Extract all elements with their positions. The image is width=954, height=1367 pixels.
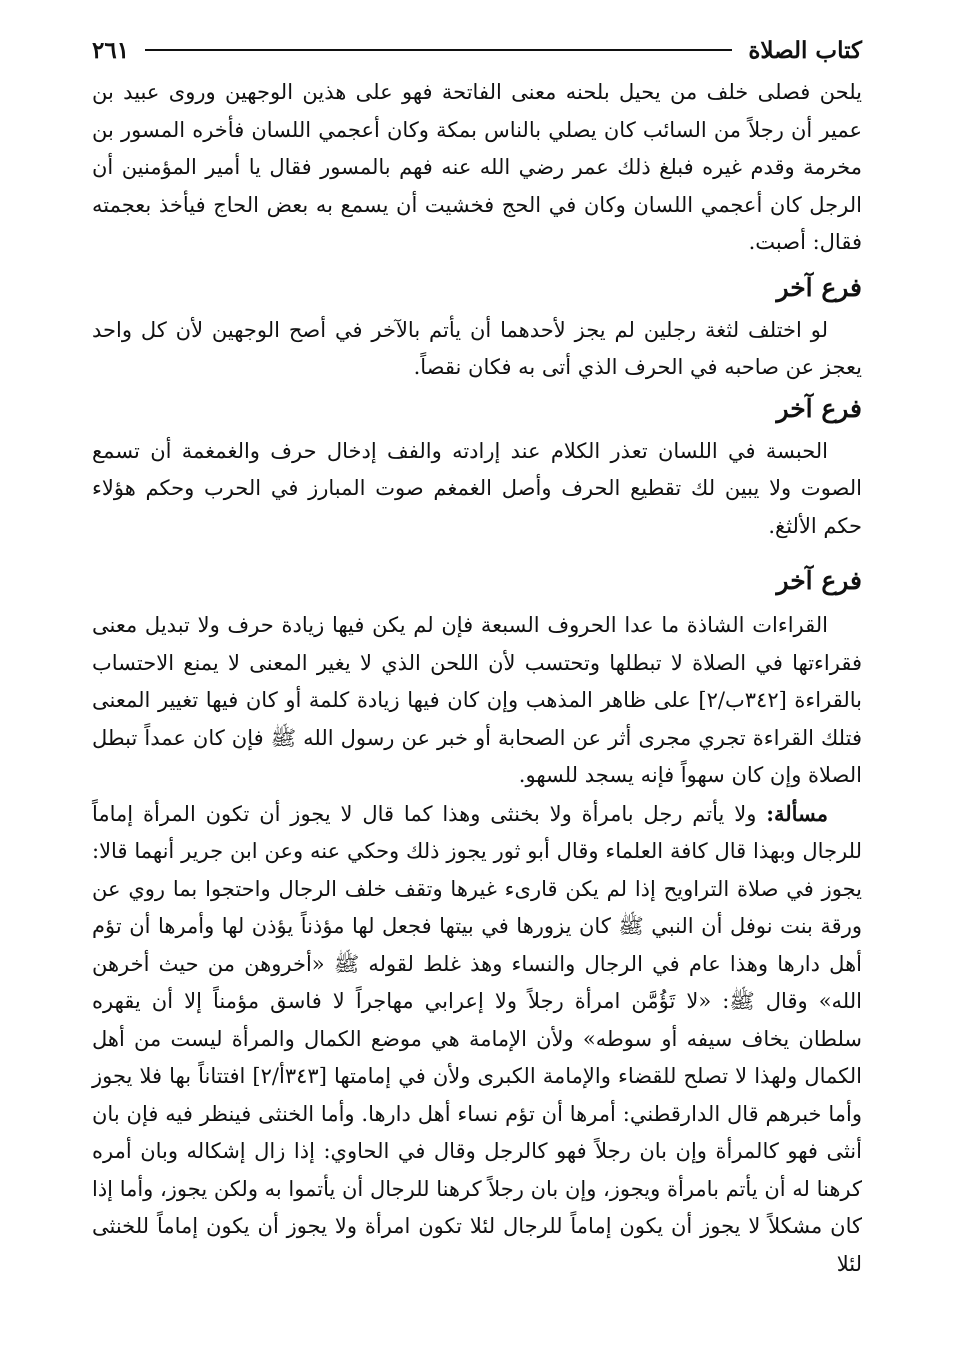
subheading-1: فرع آخر (776, 272, 862, 302)
subheading-3: فرع آخر (776, 566, 862, 595)
paragraph-4: القراءات الشاذة ما عدا الحروف السبعة فإن لم يكن فيها زيادة حرف ولا تبديل معنى فقراءتها في الصلاة لا تبطلها وتحتسب لأن اللحن الذي لا يغير المعنى لا يمنع الاحتساب بالقراءة [٣٤٢ب/٢] على ظاهر المذهب وإن كان فيها زيادة كلمة أو كان فيها تغيير المعنى فتلك القراءة تجري مجرى أثر عن الصحابة أو خبر عن رسول الله ﷺ فإن كان عمداً تبطل الصلاة وإن كان سهواً فإنه يسجد للسهو. (92, 613, 862, 787)
page-body (92, 74, 862, 1283)
paragraph-2: لو اختلف لثغة رجلين لم يجز لأحدهما أن يأتم بالآخر في أصح الوجهين لأن كل واحد يعجز عن صاحبه في الحرف الذي أتى به فكان نقصاً. (92, 317, 862, 379)
header-rule (145, 49, 732, 51)
page-number: ٢٦١ (92, 36, 130, 64)
issue-label: مسألة: (766, 800, 828, 826)
running-header (92, 30, 862, 70)
subheading-2: فرع آخر (776, 393, 862, 423)
paragraph-3: الحبسة في اللسان تعذر الكلام عند إرادته والفف إدخال حرف والغمغمة أن تسمع الصوت ولا يبين لك تقطيع الحرف وأصل الغمغم صوت المبارز في الحرب وحكم هؤلاء حكم الألثغ. (92, 438, 862, 538)
paragraph-5 (92, 795, 862, 1284)
paragraph-5-text: ولا يأتم رجل بامرأة ولا بخنثى وهذا كما قال لا يجوز أن تكون المرأة إماماً للرجال وبهذا قال كافة العلماء وقال أبو ثور يجوز ذلك وحكي عنه وعن ابن جرير أنهما قالا: يجوز في صلاة التراويح إذا لم يكن قارىء غيرها وتقف خلف الرجال واحتجوا بما روي عن ورقة بنت نوفل أن النبي ﷺ كان يزورها في بيتها فجعل لها مؤذناً يؤذن لها وأمرها أن تؤم أهل دارها وهذا عام في الرجال والنساء وهذ غلط لقوله ﷺ «أخروهن من حيث أخرهن الله» وقال ﷺ: «لا تَؤُمَّن امرأة رجلاً ولا إعرابي مهاجراً لا فاسق مؤمناً إلا أن يقهره سلطان يخاف سيفه أو سوطه» ولأن الإمامة هي موضع الكمال والمرأة ليست من أهل الكمال ولهذا لا تصلح للقضاء والإمامة الكبرى ولأن في إمامتها [٣٤٣أ/٢] افتتاناً بها فلا يجوز وأما خبرهم قال الدارقطني: أمرها أن تؤم نساء أهل دارها. وأما الخنثى فينظر فيه فإن بان أنثى فهو كالمرأة وإن بان رجلاً فهو كالرجل وقال في الحاوي: إذا زال إشكاله وبان أمره كرهنا له أن يأتم بامرأة ويجوز، وإن بان رجلاً كرهنا للرجال أن يأتموا به ولكن يجوز، وأما إذا كان مشكلاً لا يجوز أن يكون إماماً للرجال لئلا تكون امرأة ولا يجوز أن يكون إماماً للخنثى لئلا (92, 801, 863, 1276)
chapter-title: كتاب الصلاة (748, 36, 862, 64)
paragraph-1: يلحن فصلى خلف من يحيل بلحنه معنى الفاتحة فهو على هذين الوجهين وروى عبيد بن عمير أن رجلاً من السائب كان يصلي بالناس بمكة وكان أعجمي اللسان فأخره المسور بن مخرمة وقدم غيره فبلغ ذلك عمر رضي الله عنه فهم بالمسور فقال يا أمير المؤمنين أن الرجل كان أعجمي اللسان وكان في الحج فخشيت أن يسمع به بعض الحاج فيأخذ بعجمته فقال: أصبت. (92, 80, 862, 254)
